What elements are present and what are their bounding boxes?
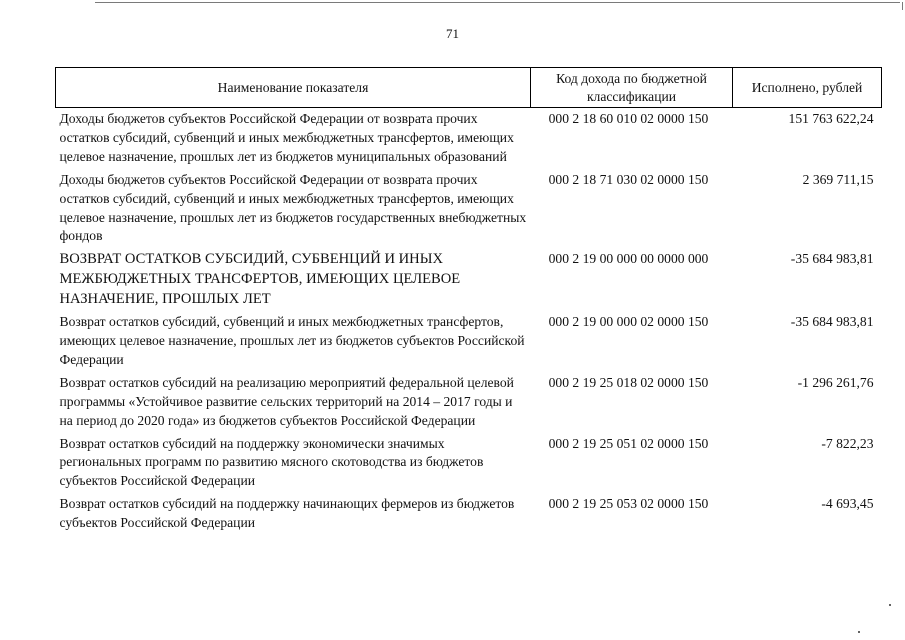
- header-budget-code: Код дохода по бюджетной классификации: [531, 68, 733, 108]
- budget-revenue-table: [55, 67, 882, 534]
- indicator-name-cell: Доходы бюджетов субъектов Российской Федерации от возврата прочих остатков субсидий, субвенций и иных межбюджетных трансфертов, имеющих целевое назначение, прошлых лет из бюджетов государственных внебюджетных фондов: [59, 171, 527, 244]
- budget-code-cell: 000 2 18 71 030 02 0000 150: [548, 171, 709, 187]
- budget-code-cell: 000 2 19 00 000 02 0000 150: [548, 314, 709, 330]
- table-section-row: [56, 247, 882, 310]
- executed-amount-cell: -4 693,45: [821, 496, 874, 512]
- budget-code-cell: 000 2 18 60 010 02 0000 150: [548, 111, 709, 126]
- executed-amount-cell: -35 684 983,81: [790, 314, 874, 330]
- executed-amount-cell: -7 822,23: [821, 435, 874, 451]
- scan-speck: [889, 604, 891, 606]
- scan-speck: [858, 631, 860, 633]
- table-row: [56, 168, 882, 248]
- executed-amount-cell: -1 296 261,76: [797, 374, 874, 390]
- budget-code-cell: 000 2 19 00 000 00 0000 000: [548, 251, 709, 267]
- header-executed-amount: Исполнено, рублей: [733, 68, 882, 108]
- indicator-name-cell: Возврат остатков субсидий на поддержку экономически значимых региональных программ по развитию мясного скотоводства из бюджетов субъектов Российской Федерации: [59, 435, 484, 489]
- section-name-cell: ВОЗВРАТ ОСТАТКОВ СУБСИДИЙ, СУБВЕНЦИЙ И ИНЫХ МЕЖБЮДЖЕТНЫХ ТРАНСФЕРТОВ, ИМЕЮЩИХ ЦЕЛЕВОЕ НАЗНАЧЕНИЕ, ПРОШЛЫХ ЛЕТ: [59, 251, 461, 307]
- budget-code-cell: 000 2 19 25 053 02 0000 150: [548, 496, 709, 512]
- executed-amount-cell: -35 684 983,81: [790, 251, 874, 267]
- executed-amount-cell: 2 369 711,15: [802, 171, 874, 187]
- indicator-name-cell: Возврат остатков субсидий на поддержку начинающих фермеров из бюджетов субъектов Российской Федерации: [59, 496, 515, 531]
- budget-code-cell: 000 2 19 25 018 02 0000 150: [548, 374, 709, 390]
- page-number: 71: [446, 26, 459, 41]
- indicator-name-cell: Доходы бюджетов субъектов Российской Федерации от возврата прочих остатков субсидий, субвенций и иных межбюджетных трансфертов, имеющих целевое назначение, прошлых лет из бюджетов муниципальных образований: [59, 111, 514, 164]
- table-row: [56, 310, 882, 371]
- executed-amount-cell: 151 763 622,24: [788, 111, 874, 126]
- table-row: [56, 371, 882, 432]
- table-row: [56, 492, 882, 534]
- top-scan-border-corner: [902, 2, 903, 10]
- budget-code-cell: 000 2 19 25 051 02 0000 150: [548, 435, 709, 451]
- table-row: [56, 432, 882, 493]
- table-header-row: [56, 68, 882, 108]
- table-row: [56, 108, 882, 168]
- top-scan-border: [95, 2, 900, 3]
- indicator-name-cell: Возврат остатков субсидий, субвенций и иных межбюджетных трансфертов, имеющих целевое назначение, прошлых лет из бюджетов субъектов Российской Федерации: [59, 314, 525, 367]
- header-indicator-name: Наименование показателя: [56, 68, 531, 108]
- indicator-name-cell: Возврат остатков субсидий на реализацию мероприятий федеральной целевой программы «Устойчивое развитие сельских территорий на 2014 – 2017 годы и на период до 2020 года» из бюджетов субъектов Российской Федерации: [59, 374, 514, 428]
